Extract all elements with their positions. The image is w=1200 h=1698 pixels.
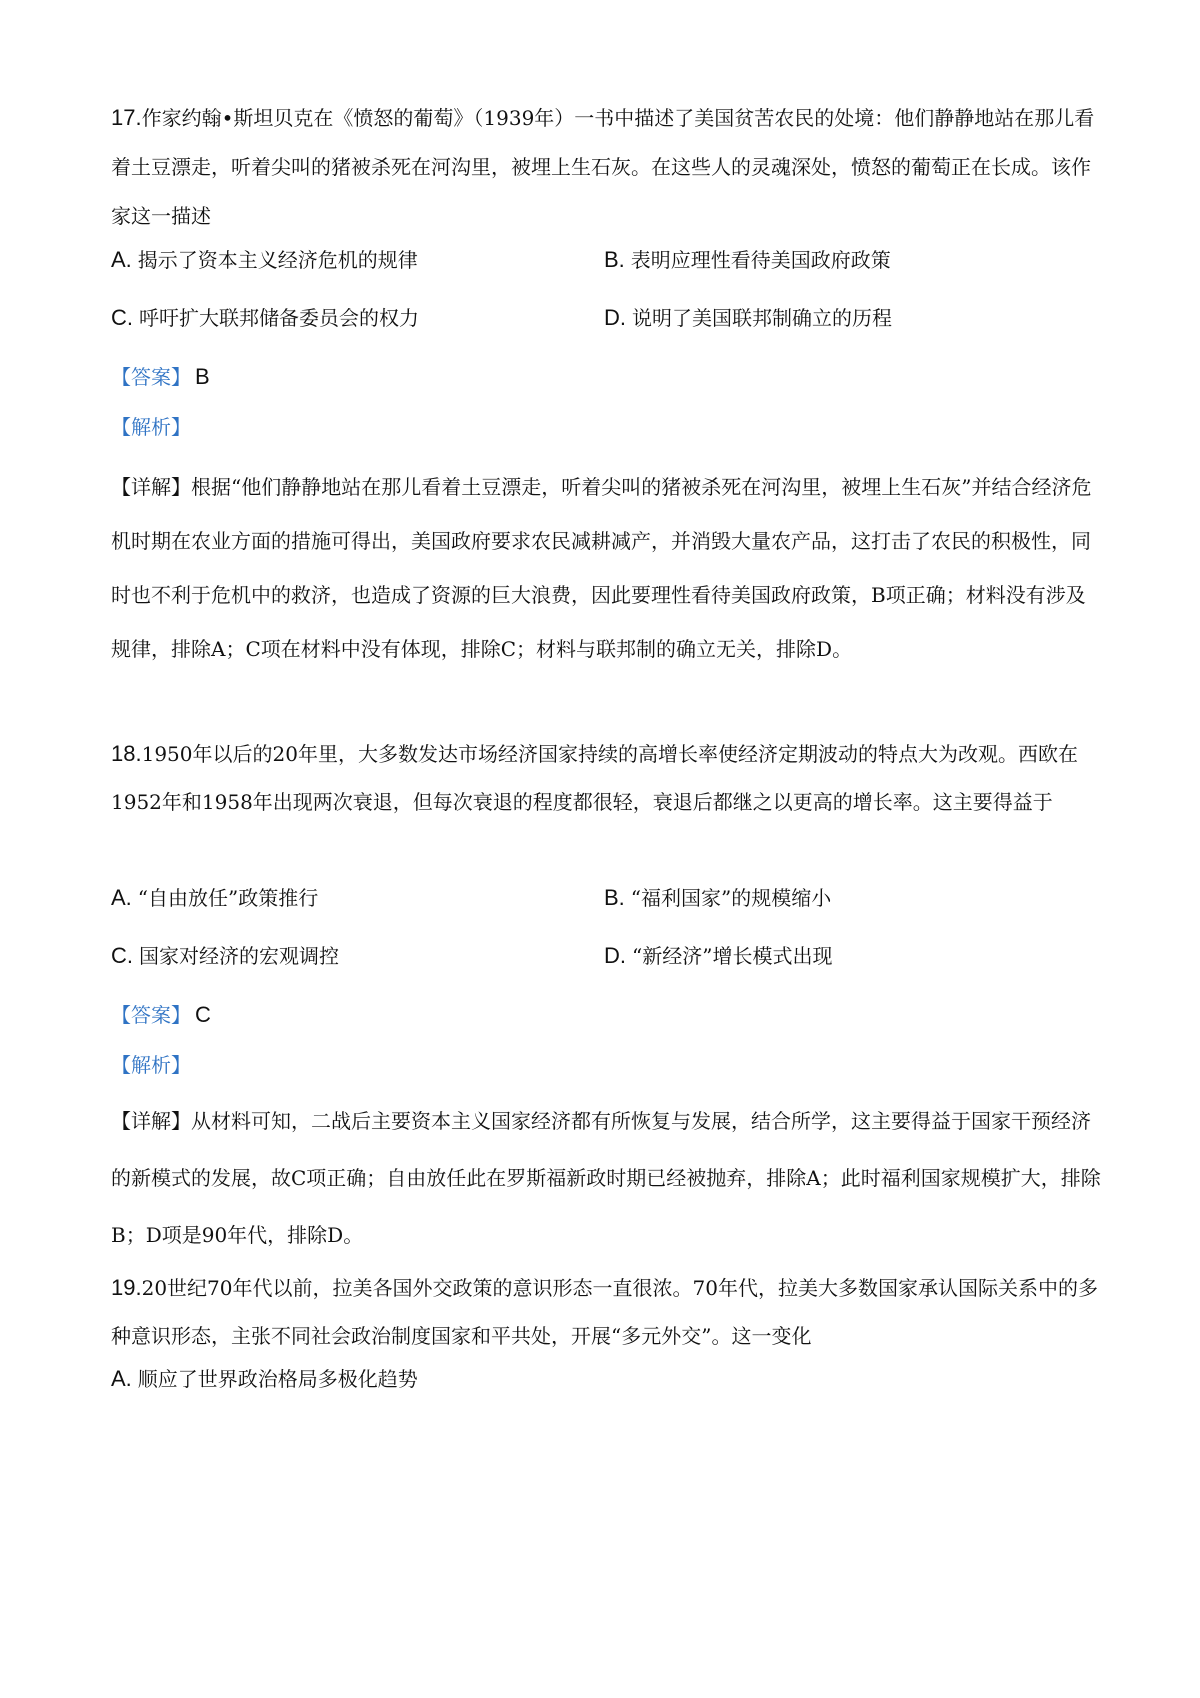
option-text: 国家对经济的宏观调控 [139,944,339,968]
option-c [111,303,419,333]
option-text: 呼吁扩大联邦储备委员会的权力 [139,306,419,330]
option-letter: B. [604,885,625,910]
option-a [111,1364,418,1394]
option-c [111,941,339,971]
question-18 [111,730,1101,826]
option-letter: D. [604,943,626,968]
question-stem: 作家约翰•斯坦贝克在《愤怒的葡萄》（1939年）一书中描述了美国贫苦农民的处境：他们静静地站在那儿看着土豆漂走，听着尖叫的猪被杀死在河沟里，被埋上生石灰。在这些人的灵魂深处，愤怒的葡萄正在长成。该作家这一描述 [111,106,1095,228]
option-letter: B. [604,247,625,272]
detail-text: 根据“他们静静地站在那儿看着土豆漂走，听着尖叫的猪被杀死在河沟里，被埋上生石灰”并结合经济危机时期在农业方面的措施可得出，美国政府要求农民减耕减产，并消毁大量农产品，这打击了农民的积极性，同时也不利于危机中的救济，也造成了资源的巨大浪费，因此要理性看待美国政府政策，B项正确；材料没有涉及规律，排除A；C项在材料中没有体现，排除C；材料与联邦制的确立无关，排除D。 [111,475,1092,661]
option-text: 说明了美国联邦制确立的历程 [632,306,892,330]
question-number: 17. [111,105,142,130]
question-number: 19. [111,1275,142,1300]
option-d [604,941,832,971]
option-b [604,245,891,275]
option-text: “福利国家”的规模缩小 [630,886,832,910]
question-stem: 1950年以后的20年里，大多数发达市场经济国家持续的高增长率使经济定期波动的特点大为改观。西欧在1952年和1958年出现两次衰退，但每次衰退的程度都很轻，衰退后都继之以更高的增长率。这主要得益于 [111,742,1078,814]
answer-label: 【答案】 [111,1003,191,1027]
question-17-stem-block [111,93,1101,241]
answer-17 [111,362,210,392]
option-letter: A. [111,885,132,910]
question-17-options-row-2 [111,303,1101,333]
detail-label: 【详解】 [111,1109,191,1133]
option-text: 揭示了资本主义经济危机的规律 [137,248,418,272]
analysis-label: 【解析】 [111,1053,191,1077]
question-17-options-row-1 [111,245,1101,275]
answer-label: 【答案】 [111,365,191,389]
detail-label: 【详解】 [111,475,191,499]
question-17 [111,93,1101,241]
question-18-options-row-2 [111,941,1101,971]
question-number: 18. [111,741,142,766]
option-a [111,245,418,275]
answer-value: B [195,364,210,389]
option-letter: C. [111,305,133,330]
option-letter: C. [111,943,133,968]
option-text: “自由放任”政策推行 [137,886,319,910]
question-stem: 20世纪70年代以前，拉美各国外交政策的意识形态一直很浓。70年代，拉美大多数国家承认国际关系中的多种意识形态，主张不同社会政治制度国家和平共处，开展“多元外交”。这一变化 [111,1276,1098,1348]
question-18-options-row-1 [111,883,1101,913]
detail-18 [111,1093,1101,1264]
question-19 [111,1264,1101,1360]
option-b [604,883,831,913]
option-d [604,303,892,333]
option-text: 顺应了世界政治格局多极化趋势 [137,1367,418,1391]
detail-17 [111,460,1101,676]
answer-18 [111,1000,211,1030]
option-text: 表明应理性看待美国政府政策 [630,248,891,272]
option-a [111,883,318,913]
option-letter: D. [604,305,626,330]
analysis-label-17 [111,412,191,442]
question-19-options-row-1 [111,1364,1101,1394]
answer-value: C [195,1002,211,1027]
question-19-stem-block [111,1264,1101,1360]
option-text: “新经济”增长模式出现 [632,944,833,968]
analysis-label: 【解析】 [111,415,191,439]
analysis-label-18 [111,1050,191,1080]
option-letter: A. [111,247,132,272]
question-18-stem-block [111,730,1101,826]
option-letter: A. [111,1366,132,1391]
detail-text: 从材料可知，二战后主要资本主义国家经济都有所恢复与发展，结合所学，这主要得益于国家干预经济的新模式的发展，故C项正确；自由放任此在罗斯福新政时期已经被抛弃，排除A；此时福利国家规模扩大，排除B；D项是90年代，排除D。 [111,1109,1101,1247]
